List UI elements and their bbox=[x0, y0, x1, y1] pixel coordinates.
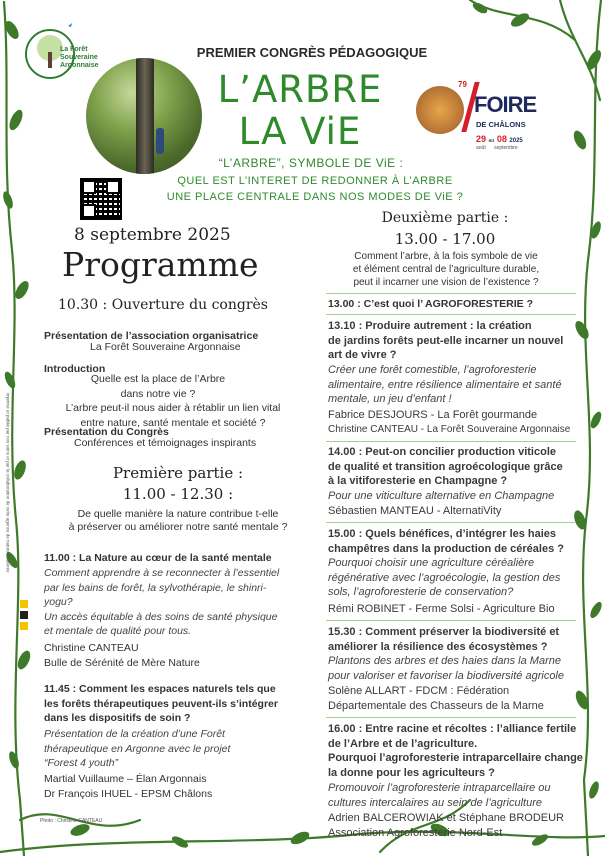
fair-year: 2025 bbox=[509, 138, 523, 144]
s1600-title-4: la donne pour les agriculteurs ? bbox=[328, 766, 495, 779]
sponsor-marks bbox=[20, 600, 30, 640]
session-1300-title: 13.00 : C’est quoi l’ AGROFORESTERIE ? bbox=[328, 298, 533, 310]
s1600-title-3: Pourquoi l’agroforesterie intraparcellaire change bbox=[328, 752, 583, 764]
part1-time: 11.00 - 12.30 : bbox=[122, 485, 234, 503]
s1100-desc-2: par les bains de forêt, la sylvothérapie, le shinri- bbox=[44, 581, 267, 594]
session-1530-title bbox=[328, 625, 559, 654]
intro-title: Introduction bbox=[44, 363, 106, 375]
s1530-speaker-1: Solène ALLART - FDCM : Fédération bbox=[328, 685, 510, 697]
session-1310-title bbox=[328, 319, 563, 363]
qr-code[interactable] bbox=[80, 178, 122, 220]
s1400-speaker: Sébastien MANTEAU - AlternatiVity bbox=[328, 505, 502, 517]
s1145-speaker-2: Dr François IHUEL - EPSM Châlons bbox=[44, 788, 213, 800]
divider bbox=[326, 441, 576, 442]
s1400-title-3: à la vitiforesterie en Champagne ? bbox=[328, 475, 508, 487]
side-note: Imprimé et publié par nos soins et par la collaboration de cette agence de nature délibérée bbox=[5, 392, 11, 573]
s1145-desc-1: Présentation de la création d’une Forêt bbox=[44, 728, 225, 740]
divider bbox=[326, 522, 576, 523]
tree-photo bbox=[86, 58, 202, 174]
session-1145-title bbox=[44, 682, 278, 726]
intro-block bbox=[44, 372, 302, 430]
intro-line-4: entre nature, santé mentale et société ? bbox=[80, 416, 266, 429]
s1145-speaker-1: Martial Vuillaume – Élan Argonnais bbox=[44, 773, 207, 785]
s1145-title-1: 11.45 : Comment les espaces naturels tels que bbox=[44, 683, 276, 695]
s1100-desc-5: et mentale de qualité pour tous. bbox=[44, 625, 192, 637]
s1310-desc-2: alimentaire, entre résilience alimentaire et santé bbox=[328, 378, 562, 391]
s1100-desc-3: yogu? bbox=[44, 596, 73, 608]
s1600-desc-1: Promouvoir l’agroforesterie intraparcellaire ou bbox=[328, 782, 551, 794]
s1310-speaker-2: Christine CANTEAU - La Forêt Souveraine Argonnaise bbox=[328, 424, 571, 435]
s1100-speaker-2: Bulle de Sérénité de Mère Nature bbox=[44, 657, 200, 669]
s1145-title-2: les forêts thérapeutiques peuvent-ils s’intégrer bbox=[44, 697, 278, 710]
s1530-desc-2: pour valoriser et favoriser la biodiversité agricole bbox=[328, 669, 564, 682]
title-line-1: L’ARBRE bbox=[217, 68, 383, 111]
s1310-desc-3: mentale, un jeu d’enfant ! bbox=[328, 393, 452, 405]
s1500-title-1: 15.00 : Quels bénéfices, d’intégrer les haies bbox=[328, 528, 557, 540]
session-1600-description bbox=[328, 781, 551, 810]
s1145-desc-2: thérapeutique en Argonne avec le projet bbox=[44, 742, 231, 755]
s1145-desc-3: “Forest 4 youth” bbox=[44, 757, 119, 769]
intro-line-1: Quelle est la place de l’Arbre bbox=[90, 373, 226, 385]
congress-subtitle: Conférences et témoignages inspirants bbox=[74, 437, 257, 449]
session-1100-title: 11.00 : La Nature au cœur de la santé mentale bbox=[44, 552, 272, 564]
intro-line-3: L’arbre peut-il nous aider à rétablir un lien vital bbox=[65, 402, 281, 414]
divider bbox=[326, 314, 576, 315]
s1500-title-2: champêtres dans la production de céréales ? bbox=[328, 542, 564, 555]
fair-date-from: 29 bbox=[476, 134, 487, 144]
session-1530-description bbox=[328, 654, 564, 683]
fair-date-to: 08 bbox=[496, 134, 507, 144]
s1530-desc-1: Plantons des arbres et des haies dans la Marne bbox=[328, 655, 561, 667]
part1-question-2: à préserver ou améliorer notre santé mentale ? bbox=[68, 521, 288, 533]
s1500-desc-2: régénérative avec l’agroécologie, la gestion des bbox=[328, 571, 561, 584]
part1-title: Première partie : bbox=[112, 464, 244, 482]
s1530-speaker-2: Départementale des Chasseurs de la Marne bbox=[328, 700, 544, 712]
s1100-speaker-1: Christine CANTEAU bbox=[44, 642, 139, 654]
fair-name: FOIRE bbox=[474, 92, 537, 117]
s1310-title-1: 13.10 : Produire autrement : la création bbox=[328, 320, 532, 332]
s1500-desc-1: Pourquoi choisir une agriculture céréalière bbox=[328, 557, 535, 569]
s1100-desc-1: Comment apprendre à se reconnecter à l’essentiel bbox=[44, 567, 280, 579]
s1145-title-3: dans les dispositifs de soin ? bbox=[44, 712, 191, 724]
fair-month-from: août bbox=[476, 145, 486, 151]
s1310-desc-1: Créer une forêt comestible, l’agroforesterie bbox=[328, 364, 537, 376]
intro-line-2: dans notre vie ? bbox=[120, 387, 196, 400]
s1100-desc-4: Un accès équitable à des soins de santé physique bbox=[44, 610, 278, 623]
session-1500-title bbox=[328, 527, 564, 556]
subtitle: “L’ARBRE”, SYMBOLE DE ViE : bbox=[218, 156, 404, 170]
part2-time: 13.00 - 17.00 bbox=[394, 230, 496, 248]
fair-edition: 79 bbox=[458, 80, 467, 89]
org-presentation-title: Présentation de l’association organisatrice bbox=[44, 330, 259, 342]
question-line-1: QUEL EST L’INTERET DE REDONNER À L’ARBRE bbox=[177, 175, 453, 187]
session-1400-description: Pour une viticulture alternative en Champagne bbox=[328, 490, 555, 502]
fair-month-to: septembre bbox=[494, 145, 518, 151]
part2-question-2: et élément central de l’agriculture durable, bbox=[352, 264, 540, 275]
session-1600-title bbox=[328, 722, 583, 780]
title-line-2: LA ViE bbox=[238, 110, 362, 153]
part2-question-1: Comment l’arbre, à la fois symbole de vie bbox=[354, 251, 538, 262]
fair-au: au bbox=[488, 138, 495, 144]
session-1100-description bbox=[44, 566, 279, 639]
s1600-speaker-2: Association Agroforesterie Nord-Est bbox=[328, 827, 503, 839]
question-line-2: UNE PLACE CENTRALE DANS NOS MODES DE ViE ? bbox=[166, 191, 464, 203]
s1600-title-2: de l’Arbre et de l’agriculture. bbox=[328, 737, 478, 750]
session-1145-description bbox=[44, 727, 230, 771]
opening-time: 10.30 : Ouverture du congrès bbox=[58, 297, 268, 313]
part1-question-1: De quelle manière la nature contribue t-elle bbox=[77, 508, 279, 520]
s1310-title-3: art de vivre ? bbox=[328, 349, 397, 361]
s1400-title-2: de qualité et transition agroécologique grâce bbox=[328, 460, 563, 473]
event-kind: PREMIER CONGRÈS PÉDAGOGIQUE bbox=[196, 45, 428, 60]
s1310-title-2: de jardins forêts peut-elle incarner un nouvel bbox=[328, 334, 564, 347]
s1530-title-2: améliorer la résilience des écosystèmes ? bbox=[328, 640, 548, 653]
logo-line-3: Argonnaise bbox=[60, 62, 99, 69]
logo-line-1: La Forêt bbox=[60, 46, 88, 53]
s1530-title-1: 15.30 : Comment préserver la biodiversité et bbox=[328, 626, 560, 638]
s1600-desc-2: cultures intercalaires au sein de l’agriculture bbox=[328, 796, 542, 809]
programme-heading: Programme bbox=[62, 245, 259, 284]
photo-credit: Photo : Christine CANTEAU bbox=[40, 818, 103, 824]
s1600-speaker-1: Adrien BALCEROWIAK et Stéphane BRODEUR bbox=[328, 812, 564, 824]
divider bbox=[326, 620, 576, 621]
org-presentation-name: La Forêt Souveraine Argonnaise bbox=[90, 341, 241, 353]
session-1310-description bbox=[328, 363, 562, 407]
logo-line-2: Souveraine bbox=[60, 54, 98, 61]
s1600-title-1: 16.00 : Entre racine et récoltes : l’alliance fertile bbox=[328, 723, 577, 735]
session-1400-title bbox=[328, 445, 563, 489]
part2-question-3: peut il incarner une vision de l’existence ? bbox=[353, 277, 539, 288]
s1310-speaker-1: Fabrice DESJOURS - La Forêt gourmande bbox=[328, 409, 538, 421]
fair-logo bbox=[416, 80, 536, 160]
s1500-desc-3: sols, l’agroforesterie de conservation? bbox=[328, 586, 514, 598]
s1500-speaker: Rémi ROBINET - Ferme Solsi - Agriculture Bio bbox=[328, 603, 555, 615]
session-1500-description bbox=[328, 556, 560, 600]
event-date: 8 septembre 2025 bbox=[74, 225, 231, 245]
fair-photo-circle bbox=[416, 86, 464, 134]
part2-title: Deuxième partie : bbox=[381, 210, 509, 226]
fair-city: DE CHÂLONS bbox=[476, 120, 526, 129]
divider bbox=[326, 717, 576, 718]
divider bbox=[326, 293, 576, 294]
s1400-title-1: 14.00 : Peut-on concilier production viticole bbox=[328, 446, 556, 458]
organisation-logo-text bbox=[60, 46, 99, 70]
congress-title: Présentation du Congrès bbox=[44, 426, 169, 438]
